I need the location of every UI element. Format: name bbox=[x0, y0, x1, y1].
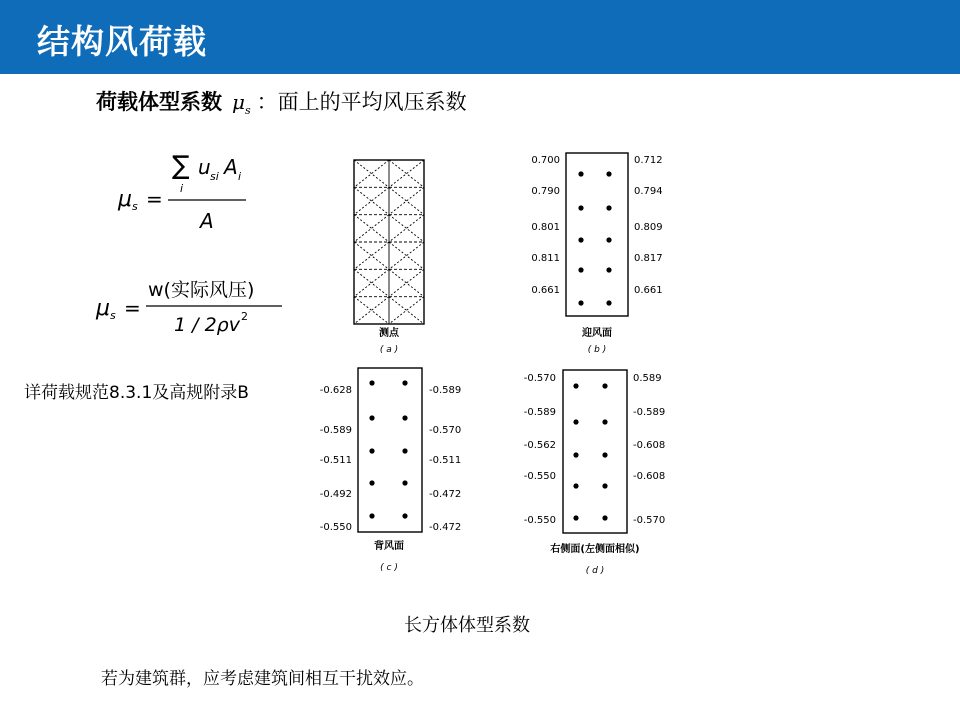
panel-d-measure-point bbox=[573, 515, 578, 520]
panel-b-measure-point bbox=[606, 237, 611, 242]
formula1-lhs: μ bbox=[118, 187, 132, 212]
panel-b-measure-point bbox=[578, 205, 583, 210]
panel-c-measure-point bbox=[402, 380, 407, 385]
panel-d-right-coefficient: -0.570 bbox=[633, 515, 666, 526]
panel-d-measure-point bbox=[602, 483, 607, 488]
panel-d-measure-point bbox=[573, 483, 578, 488]
formula1-u: u bbox=[198, 155, 211, 179]
panel-d-measure-point bbox=[602, 419, 607, 424]
formula1-A: A bbox=[224, 155, 238, 179]
panel-d-left-coefficient: -0.589 bbox=[523, 407, 556, 418]
formula1-sum: ∑ bbox=[172, 151, 190, 181]
panel-d-right-coefficient: 0.589 bbox=[633, 373, 662, 384]
page-title: 结构风荷载 bbox=[37, 22, 207, 61]
panel-b-letter: ( b ) bbox=[587, 345, 607, 355]
panel-c-measure-point bbox=[402, 448, 407, 453]
panel-b-right-coefficient: 0.661 bbox=[634, 285, 663, 296]
panel-c-outline bbox=[358, 368, 422, 532]
formula2-denominator-sup: 2 bbox=[241, 310, 248, 323]
panel-b-right-coefficient: 0.712 bbox=[634, 155, 663, 166]
panel-c-measure-point bbox=[369, 415, 374, 420]
formula1-lhs-sub: s bbox=[132, 200, 138, 213]
subtitle-term: 荷载体型系数 bbox=[96, 90, 222, 114]
panel-d-right-coefficient: -0.608 bbox=[633, 440, 666, 451]
formula2-equals: = bbox=[124, 296, 141, 320]
panel-c-letter: ( c ) bbox=[380, 563, 398, 573]
panel-c-measure-point bbox=[369, 513, 374, 518]
panel-d-right-coefficient: -0.608 bbox=[633, 471, 666, 482]
panel-c-right-coefficient: -0.570 bbox=[429, 425, 462, 436]
panel-d-left-coefficient: -0.570 bbox=[523, 373, 556, 384]
panel-d-measure-point bbox=[602, 452, 607, 457]
panel-c-measure-point bbox=[402, 513, 407, 518]
panel-b-measure-point bbox=[606, 205, 611, 210]
panel-c-left-coefficient: -0.550 bbox=[319, 522, 352, 533]
panel-c-left-coefficient: -0.492 bbox=[319, 489, 352, 500]
panel-b-left-coefficient: 0.700 bbox=[531, 155, 560, 166]
panel-c-measure-point bbox=[369, 448, 374, 453]
formula1-denominator: A bbox=[200, 209, 214, 233]
formula2-numerator: w(实际风压) bbox=[148, 279, 255, 301]
panel-c-measure-point bbox=[402, 415, 407, 420]
panel-c-right-coefficient: -0.472 bbox=[429, 522, 462, 533]
panel-b-left-coefficient: 0.811 bbox=[531, 253, 560, 264]
panel-c-right-coefficient: -0.589 bbox=[429, 385, 462, 396]
panel-c-measure-point bbox=[402, 480, 407, 485]
panel-d-left-coefficient: -0.550 bbox=[523, 515, 556, 526]
mu-s-symbol: $\mu_s$ bbox=[232, 90, 251, 117]
panel-d-right-coefficient: -0.589 bbox=[633, 407, 666, 418]
panel-d-letter: ( d ) bbox=[585, 566, 605, 576]
panel-d-measure-point bbox=[573, 383, 578, 388]
formula2-lhs-sub: s bbox=[110, 309, 116, 322]
panel-c-leeward bbox=[320, 368, 462, 573]
panel-b-left-coefficient: 0.790 bbox=[531, 186, 560, 197]
panel-b-measure-point bbox=[578, 171, 583, 176]
panel-b-left-coefficient: 0.661 bbox=[531, 285, 560, 296]
panel-b-left-coefficient: 0.801 bbox=[531, 222, 560, 233]
panel-b-windward bbox=[531, 153, 662, 355]
panel-d-measure-point bbox=[573, 452, 578, 457]
panel-a-letter: ( a ) bbox=[379, 345, 399, 355]
panel-a-label: 测点 bbox=[379, 328, 399, 339]
panel-d-label: 右侧面(左侧面相似) bbox=[550, 544, 640, 555]
panel-b-right-coefficient: 0.794 bbox=[634, 186, 663, 197]
panel-d-measure-point bbox=[602, 515, 607, 520]
panel-c-left-coefficient: -0.589 bbox=[319, 425, 352, 436]
panel-b-measure-point bbox=[578, 300, 583, 305]
panel-d-left-coefficient: -0.550 bbox=[523, 471, 556, 482]
subtitle-definition: ：面上的平均风压系数 bbox=[256, 90, 467, 114]
formula1-equals: = bbox=[146, 187, 163, 211]
panel-d-left-coefficient: -0.562 bbox=[523, 440, 556, 451]
panel-b-measure-point bbox=[606, 267, 611, 272]
panel-d-measure-point bbox=[602, 383, 607, 388]
formula2-lhs: μ bbox=[96, 296, 110, 321]
code-reference-note: 详荷载规范8.3.1及高规附录B bbox=[24, 383, 249, 403]
formula1-u-sub: si bbox=[210, 170, 219, 183]
panel-b-label: 迎风面 bbox=[582, 328, 612, 339]
panel-c-right-coefficient: -0.472 bbox=[429, 489, 462, 500]
panel-b-right-coefficient: 0.809 bbox=[634, 222, 663, 233]
panel-d-side bbox=[524, 370, 666, 576]
panel-c-measure-point bbox=[369, 480, 374, 485]
panel-a-measurement-points bbox=[354, 160, 424, 355]
panel-b-measure-point bbox=[578, 267, 583, 272]
panel-d-outline bbox=[563, 370, 627, 533]
panel-b-outline bbox=[566, 153, 628, 316]
panel-c-left-coefficient: -0.511 bbox=[319, 455, 352, 466]
panel-c-label: 背风面 bbox=[374, 541, 404, 552]
building-group-note: 若为建筑群，应考虑建筑间相互干扰效应。 bbox=[101, 669, 424, 689]
panel-d-measure-point bbox=[573, 419, 578, 424]
panel-b-measure-point bbox=[606, 300, 611, 305]
panel-c-measure-point bbox=[369, 380, 374, 385]
panel-b-measure-point bbox=[606, 171, 611, 176]
panel-c-right-coefficient: -0.511 bbox=[429, 455, 462, 466]
panel-b-measure-point bbox=[578, 237, 583, 242]
formula1-sum-index: i bbox=[180, 182, 184, 195]
panel-b-right-coefficient: 0.817 bbox=[634, 253, 663, 264]
figure-caption: 长方体体型系数 bbox=[404, 615, 530, 636]
panel-c-left-coefficient: -0.628 bbox=[319, 385, 352, 396]
formula1-A-sub: i bbox=[238, 170, 242, 183]
formula2-denominator: 1 / 2ρv bbox=[174, 314, 240, 336]
